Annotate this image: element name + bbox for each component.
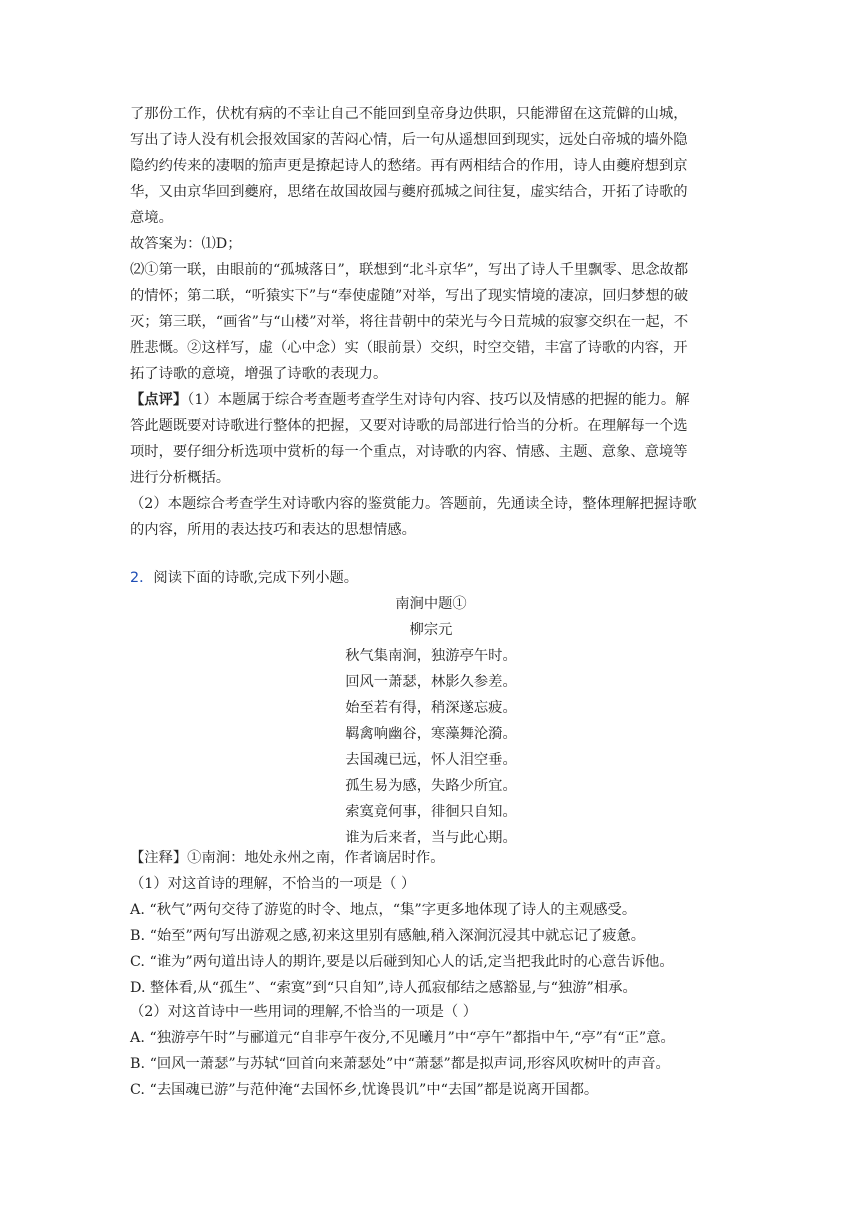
poem (130, 591, 732, 851)
comment-tag: 【点评】 (130, 392, 188, 408)
option-b: B. “始至”两句写出游观之感,初来这里别有感触,稍入深涧沉浸其中就忘记了疲惫。 (130, 928, 646, 944)
option-a: A. “秋气”两句交待了游览的时令、地点，“集”字更多地体现了诗人的主观感受。 (130, 902, 637, 918)
option-c: C. “去国魂已游”与范仲淹“去国怀乡,忧谗畏讥”中“去国”都是说离开国都。 (130, 1082, 599, 1098)
sub-question-stem: （2）对这首诗中一些用词的理解,不恰当的一项是（ ） (130, 1004, 478, 1020)
analysis-line: 写出了诗人没有机会报效国家的苦闷心情，后一句从遥想回到现实，远处白帝城的墙外隐 (130, 132, 688, 148)
option-a: A. “独游亭午时”与郦道元“自非亭午夜分,不见曦月”中“亭午”都指中午,“亭”有“正”意。 (130, 1030, 675, 1046)
poem-line: 去国魂已远，怀人泪空垂。 (345, 752, 517, 768)
option-c: C. “谁为”两句道出诗人的期许,要是以后碰到知心人的话,定当把我此时的心意告诉他。 (130, 954, 674, 970)
poem-author: 柳宗元 (409, 622, 453, 638)
poem-line: 索寞竟何事，徘徊只自知。 (345, 804, 517, 820)
sub-question-stem: （1）对这首诗的理解，不恰当的一项是（ ） (130, 876, 416, 892)
answer-line: 胜悲慨。②这样写，虚（心中念）实（眼前景）交织，时空交错，丰富了诗歌的内容，开 (130, 340, 688, 356)
question-number: 2． (130, 570, 154, 586)
note-text: 【注释】①南涧：地处永州之南，作者谪居时作。 (130, 850, 445, 866)
analysis-line: 意境。 (130, 210, 173, 226)
poem-line: 始至若有得，稍深遂忘疲。 (345, 700, 517, 716)
option-b: B. “回风一萧瑟”与苏轼“回首向来萧瑟处”中“萧瑟”都是拟声词,形容风吹树叶的声音。 (130, 1056, 670, 1072)
comment-line: 答此题既要对诗歌进行整体的把握，又要对诗歌的局部进行恰当的分析。在理解每一个选 (130, 418, 688, 434)
comment-line-first (130, 387, 732, 413)
comment-line: 的内容，所用的表达技巧和表达的思想情感。 (130, 522, 416, 538)
answer-summary: 故答案为：⑴D； (130, 236, 242, 252)
sub-question-2 (130, 999, 732, 1103)
analysis-line: 了那份工作，伏枕有病的不幸让自己不能回到皇帝身边供职，只能滞留在这荒僻的山城， (130, 106, 688, 122)
answer-line: ⑵①第一联，由眼前的“孤城落日”，联想到“北斗京华”，写出了诗人千里飘零、思念故都 (130, 262, 689, 278)
poem-line: 羁禽响幽谷，寒藻舞沦漪。 (345, 726, 517, 742)
poem-line: 回风一萧瑟，林影久参差。 (345, 674, 517, 690)
option-d: D. 整体看,从“孤生”、“索寞”到“只自知”,诗人孤寂郁结之感豁显,与“独游”相承。 (130, 980, 637, 996)
analysis-line: 华，又由京华回到夔府，思绪在故国故园与夔府孤城之间往复，虚实结合，开拓了诗歌的 (130, 184, 688, 200)
answer-section (130, 231, 732, 387)
poem-title: 南涧中题① (395, 596, 467, 612)
answer-line: 的情怀；第二联，“听猿实下”与“奉使虚随”对举，写出了现实情境的凄凉，回归梦想的破 (130, 288, 689, 304)
comment-line: 进行分析概括。 (130, 470, 231, 486)
sub-question-1 (130, 871, 732, 1001)
analysis-line: 隐约约传来的凄咽的笳声更是撩起诗人的愁绪。再有两相结合的作用，诗人由夔府想到京 (130, 158, 688, 174)
answer-line: 拓了诗歌的意境，增强了诗歌的表现力。 (130, 366, 388, 382)
poem-note (130, 845, 732, 871)
comment-section (130, 387, 732, 543)
poem-line: 孤生易为感，失路少所宜。 (345, 778, 517, 794)
poem-line: 谁为后来者，当与此心期。 (345, 830, 517, 846)
question-prompt: 阅读下面的诗歌,完成下列小题。 (153, 570, 359, 586)
question-2-heading (130, 565, 732, 591)
comment-line: （2）本题综合考查学生对诗歌内容的鉴赏能力。答题前，先通读全诗，整体理解把握诗歌 (130, 496, 697, 512)
answer-line: 灭；第三联，“画省”与“山楼”对举，将往昔朝中的荣光与今日荒城的寂寥交织在一起，不 (130, 314, 689, 330)
comment-text: （1）本题属于综合考查题考查学生对诗句内容、技巧以及情感的把握的能力。解 (187, 392, 690, 408)
poem-line: 秋气集南涧，独游亭午时。 (345, 648, 517, 664)
analysis-paragraph (130, 101, 732, 231)
comment-line: 项时，要仔细分析选项中赏析的每一个重点，对诗歌的内容、情感、主题、意象、意境等 (130, 444, 688, 460)
